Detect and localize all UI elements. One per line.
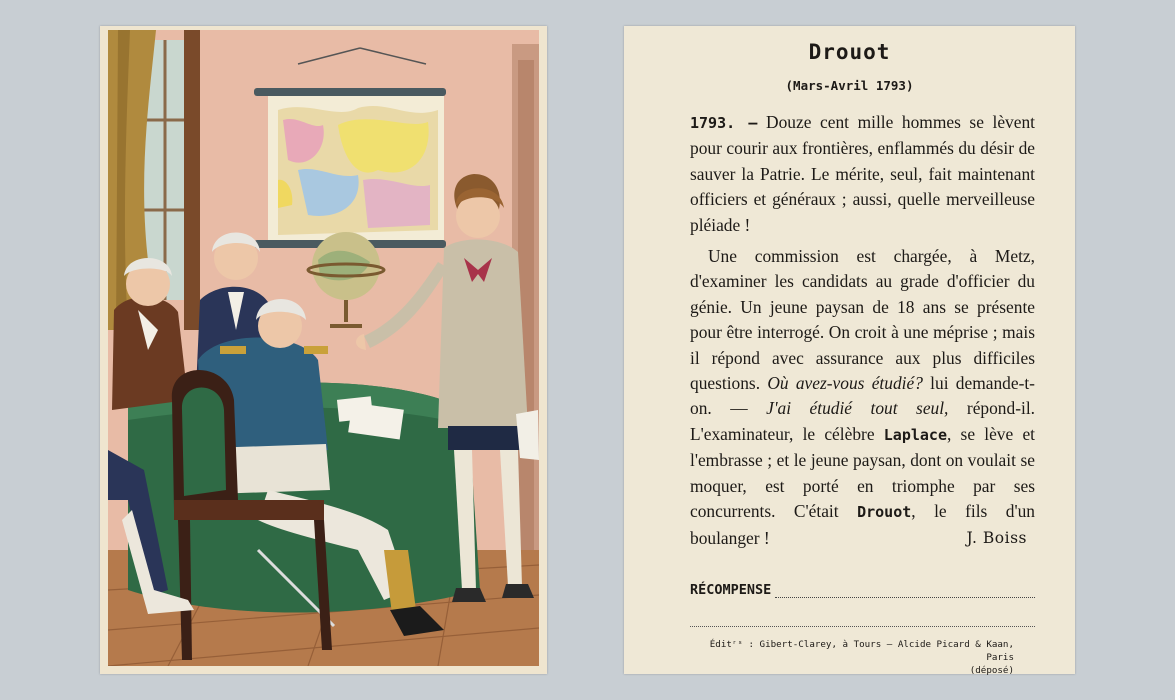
paragraph-2-part-e: , le fils d'un boulanger ! — [690, 501, 1036, 548]
paragraph-1-text: Douze cent mille hommes se lèvent pour courir aux frontières, enflammés du désir de sauver la Patrie. Le mérite, seul, fait maintenant officiers et généraux ; aussi, quelle merveilleuse pléiade ! — [690, 112, 1036, 235]
paragraph-2-part-a: Une commission est chargée, à Metz, d'examiner les candidats au grade d'officier du génie. Un jeune paysan de 18 ans se présente pour être interrogé. On croit à une méprise ; mais il répond avec assurance aux plus difficiles questions. — [690, 246, 1035, 394]
question-italic: Où avez-vous étudié? — [767, 373, 923, 394]
reward-dotted-field — [775, 587, 1035, 598]
signature: J. Boiss — [966, 528, 1027, 547]
paragraph-1 — [690, 110, 1035, 238]
card-subtitle: (Mars-Avril 1793) — [785, 78, 914, 93]
story-text — [690, 110, 1035, 557]
year-lead: 1793. — — [690, 114, 758, 132]
answer-italic: J'ai étudié tout seul, — [766, 398, 949, 419]
reward-label: RÉCOMPENSE — [690, 582, 772, 598]
separator-dotted-line — [690, 626, 1035, 627]
publisher-line-1: Éditʳˢ : Gibert-Clarey, à Tours — Alcide Picard & Kaan, Paris — [709, 639, 1014, 663]
illustration-card — [100, 26, 547, 674]
name-drouot: Drouot — [857, 503, 912, 522]
illustration-scene — [108, 30, 539, 666]
reward-line — [690, 582, 1035, 598]
name-laplace: Laplace — [883, 425, 947, 444]
paragraph-2-part-b: lui demande-t-on. — — [690, 373, 1035, 419]
publisher-credit — [684, 638, 1014, 677]
text-card — [624, 26, 1075, 674]
card-title: Drouot — [808, 40, 891, 64]
paragraph-2 — [690, 244, 1035, 551]
paragraph-2-part-c: répond-il. L'examinateur, le célèbre — [690, 398, 1035, 444]
publisher-line-2: (déposé) — [969, 665, 1014, 676]
paragraph-2-part-d: , se lève et l'embrasse ; et le jeune paysan, dont on voulait se moquer, est porté en triomphe par ses concurrents. C'était — [690, 423, 1035, 522]
